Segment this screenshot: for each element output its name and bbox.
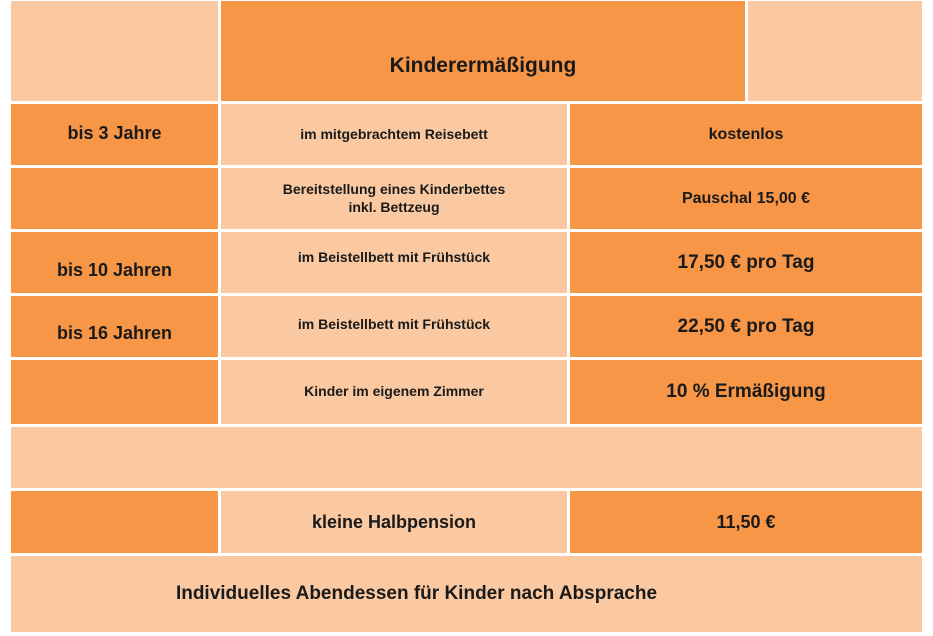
price-cell: 17,50 € pro Tag bbox=[570, 232, 922, 293]
halfboard-price: 11,50 € bbox=[570, 491, 922, 553]
age-cell bbox=[11, 168, 218, 229]
description-cell: im mitgebrachtem Reisebett bbox=[221, 104, 567, 165]
description-cell bbox=[221, 168, 567, 229]
description-cell: im Beistellbett mit Frühstück bbox=[221, 232, 567, 293]
header-right-cell bbox=[748, 1, 922, 101]
description-line: Bereitstellung eines Kinderbettes bbox=[282, 181, 506, 197]
description-cell: Kinder im eigenem Zimmer bbox=[221, 360, 567, 424]
price-cell: kostenlos bbox=[570, 104, 922, 165]
description-line: inkl. Bettzeug bbox=[348, 198, 440, 215]
age-cell: bis 3 Jahre bbox=[11, 104, 218, 165]
age-cell: bis 16 Jahren bbox=[11, 296, 218, 357]
table-title: Kinderermäßigung bbox=[221, 1, 745, 101]
halfboard-label: kleine Halbpension bbox=[221, 491, 567, 553]
price-cell: 22,50 € pro Tag bbox=[570, 296, 922, 357]
spacer-row bbox=[11, 427, 922, 488]
age-cell: bis 10 Jahren bbox=[11, 232, 218, 293]
price-cell: 10 % Ermäßigung bbox=[570, 360, 922, 424]
header-left-cell bbox=[11, 1, 218, 101]
footer-note: Individuelles Abendessen für Kinder nach Absprache bbox=[11, 556, 922, 632]
halfboard-left-cell bbox=[11, 491, 218, 553]
description-cell: im Beistellbett mit Frühstück bbox=[221, 296, 567, 357]
age-cell bbox=[11, 360, 218, 424]
price-cell: Pauschal 15,00 € bbox=[570, 168, 922, 229]
